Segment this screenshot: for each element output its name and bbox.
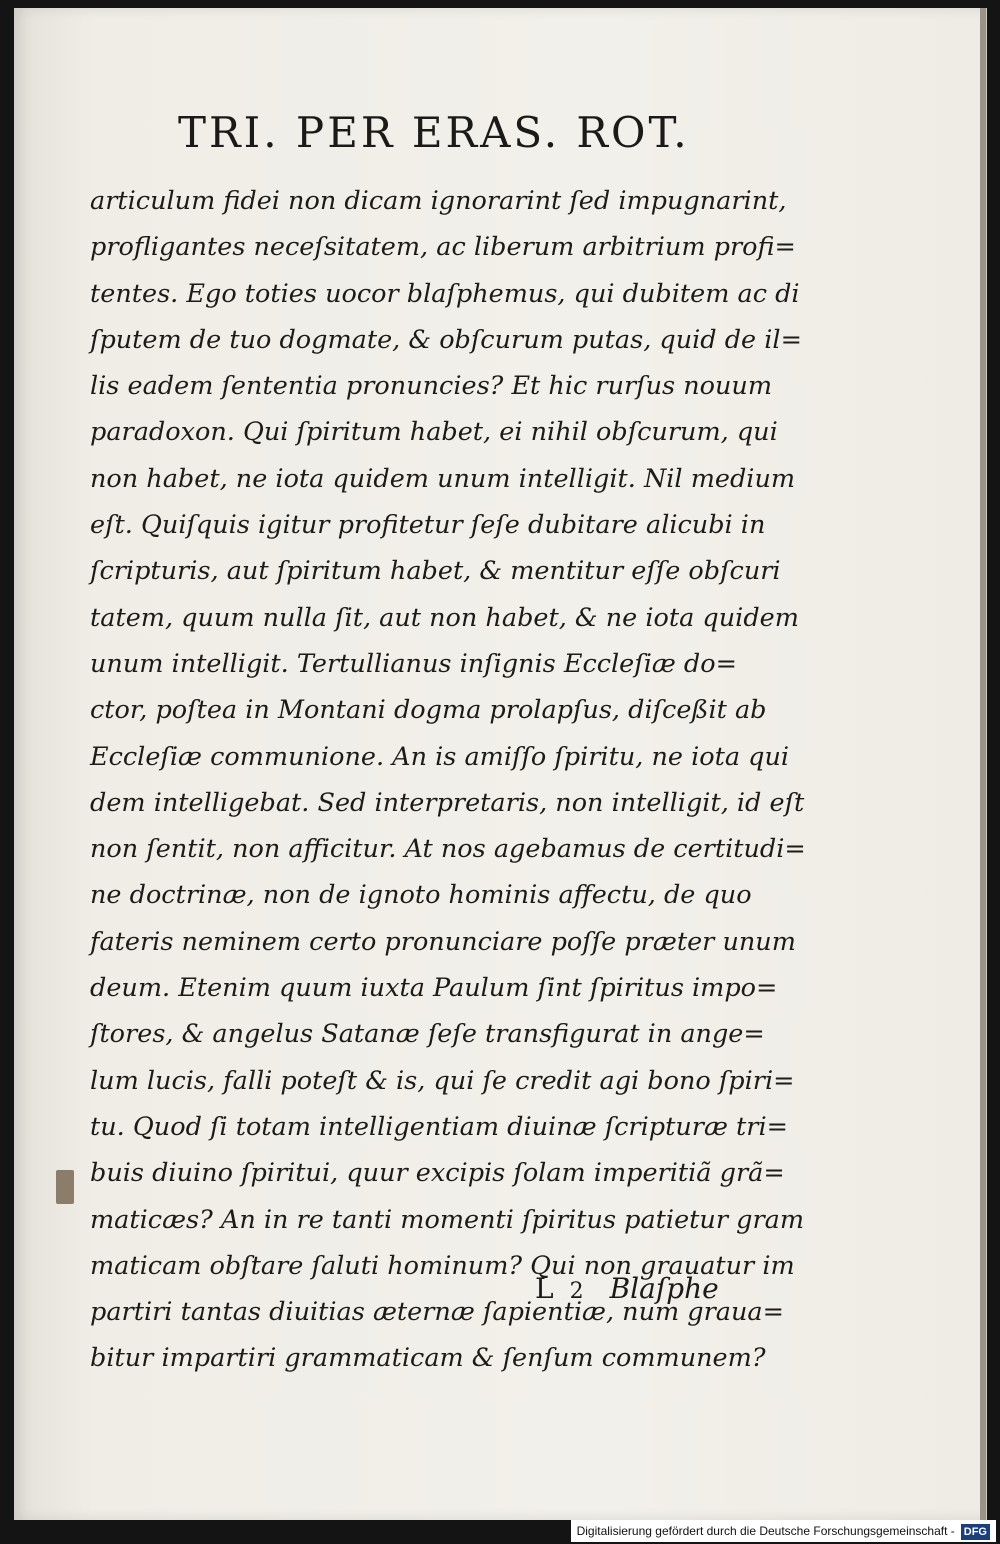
text-line: lum lucis, falli poteſt & is, qui ſe credit agi bono ſpiri= bbox=[90, 1065, 795, 1096]
body-text bbox=[90, 178, 806, 1382]
text-line: profligantes neceſsitatem, ac liberum arbitrium profi= bbox=[90, 232, 796, 263]
text-line: ſtores, & angelus Satanæ ſeſe transfigurat in ange= bbox=[90, 1019, 765, 1050]
text-line: non ſentit, non afficitur. At nos agebamus de certitudi= bbox=[90, 834, 806, 865]
text-line: tu. Quod ſi totam intelligentiam diuinæ ſcripturæ tri= bbox=[90, 1111, 788, 1142]
dfg-logo: DFG bbox=[961, 1524, 990, 1540]
text-line: non habet, ne iota quidem unum intelligit. Nil medium bbox=[90, 463, 796, 494]
text-line: ne doctrinæ, non de ignoto hominis affectu, de quo bbox=[90, 880, 752, 911]
signature-line bbox=[535, 1272, 719, 1305]
text-line: articulum fidei non dicam ignorarint ſed impugnarint, bbox=[90, 186, 787, 216]
margin-tab-mark bbox=[56, 1170, 74, 1204]
text-line: deum. Etenim quum iuxta Paulum ſint ſpiritus impo= bbox=[90, 973, 778, 1004]
text-line: buis diuino ſpiritui, quur excipis ſolam imperitiã grã= bbox=[90, 1158, 785, 1189]
text-line: Eccleſiæ communione. An is amiſſo ſpiritu, ne iota qui bbox=[90, 741, 790, 772]
text-line: ctor, poſtea in Montani dogma prolapſus, diſceßit ab bbox=[90, 695, 767, 726]
text-line: maticæs? An in re tanti momenti ſpiritus patietur gram bbox=[90, 1204, 805, 1235]
text-line: maticam obſtare ſaluti hominum? Qui non grauatur im bbox=[90, 1250, 795, 1281]
text-line: eſt. Quiſquis igitur profitetur ſeſe dubitare alicubi in bbox=[90, 510, 766, 541]
text-line: fateris neminem certo pronunciare poſſe præter unum bbox=[90, 926, 796, 957]
signature-mark: L bbox=[535, 1272, 554, 1305]
text-line: paradoxon. Qui ſpiritum habet, ei nihil obſcurum, qui bbox=[90, 417, 778, 448]
text-line: tentes. Ego toties uocor blaſphemus, qui dubitem ac di bbox=[90, 278, 800, 309]
text-line: dem intelligebat. Sed interpretaris, non intelligit, id eſt bbox=[90, 787, 805, 818]
catchword: Blaſphe bbox=[609, 1272, 719, 1305]
text-line: tatem, quum nulla ſit, aut non habet, & ne iota quidem bbox=[90, 602, 799, 633]
text-line: ſcripturis, aut ſpiritum habet, & mentitur eſſe obſcuri bbox=[90, 556, 781, 587]
digitization-credit bbox=[571, 1520, 996, 1542]
signature-number: 2 bbox=[569, 1279, 584, 1304]
credit-text: Digitalisierung gefördert durch die Deutsche Forschungsgemeinschaft - bbox=[576, 1524, 955, 1538]
page-edge bbox=[980, 8, 986, 1520]
text-line: bitur impartiri grammaticam & ſenſum communem? bbox=[90, 1343, 766, 1374]
text-line: ſputem de tuo dogmate, & obſcurum putas, quid de il= bbox=[90, 324, 802, 355]
running-head: TRI. PER ERAS. ROT. bbox=[178, 108, 690, 157]
text-line: unum intelligit. Tertullianus inſignis Eccleſiæ do= bbox=[90, 648, 737, 679]
text-line: partiri tantas diuitias æternæ ſapientiæ, num graua= bbox=[90, 1297, 784, 1328]
text-line: lis eadem ſententia pronuncies? Et hic rurſus nouum bbox=[90, 371, 773, 402]
